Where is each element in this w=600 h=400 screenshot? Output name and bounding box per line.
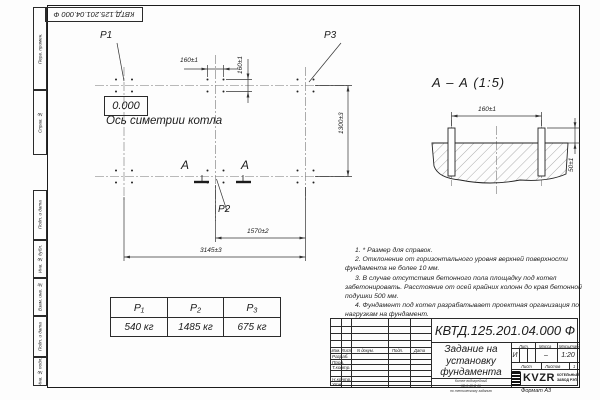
technical-notes [345,246,583,319]
dim-bolt-spacing-h: 160±1 [180,57,199,64]
stamp-inv-podl: Инв. № подл. [33,357,47,386]
tb-scale-label: Масштаб [559,343,579,349]
tb-drawing-title: Задание на установку фундамента [440,344,502,378]
load-table-header-p3: P₃ [224,298,280,318]
load-table [110,297,281,337]
dim-bolt-protrusion: 50±1 [568,157,575,172]
load-point-p2-label: P2 [218,204,231,215]
stamp-perv-primen: Перв. примен. [33,7,47,90]
note-1: 1. * Размер для справок. [355,247,433,254]
dim-foundation-width: 1300±3 [338,112,345,134]
foundation-plan-drawing [55,25,365,270]
dim-bolt-spacing-v: 160±1 [237,55,244,74]
tb-subject: Котел водогрейный КВ-1,45 Д (К) по техническому заданию [450,379,492,394]
section-view-title: А – А (1:5) [432,75,506,90]
company-cell [511,369,579,387]
tb-col-izm: Изм. [331,348,341,353]
load-value-p3: 675 кг [237,321,267,333]
load-point-p1-label: P1 [100,30,113,41]
tb-sheets-value: 1 [573,363,576,369]
tb-sheet-label: Лист [521,363,532,369]
tb-mass-label: Масса [539,343,552,349]
load-point-p3-label: P3 [324,30,337,41]
section-letter-left: А [181,158,190,172]
section-view-drawing [420,68,600,200]
stamp-podp-data-1: Подп. и дата [33,190,47,240]
elevation-mark: 0.000 [104,96,148,116]
stamp-sprav-no: Справ. № [33,90,47,155]
tb-col-list: Лист [341,348,353,353]
tb-col-data: Дата [414,348,426,353]
tb-role-razrab: Разраб. [332,353,349,359]
tb-role-tkontr: Т.контр. [332,365,351,371]
anchor-bolt-left [448,128,455,176]
note-2: 2. Отклонение от горизонтального уровня верхней поверхности фундамента не более 10 мм. [345,256,568,273]
note-3: 3. В случае отсутствия бетонного пола площадку под котел забетонировать. Расстояние от осей крайних колонн до края бетонной подушки 500 мм. [345,274,582,300]
company-name: КОТЕЛЬНЫЙ ЗАВОД РЭП [556,373,579,382]
tb-col-podp: Подп. [392,348,404,353]
kvzr-logo-icon [511,371,521,386]
boiler-axis-label: Ось симетрии котла [106,115,223,127]
anchor-bolt-dots [115,79,315,184]
top-code-stamp [45,7,143,22]
stamp-vzam-inv: Взам. инв. № [33,278,47,316]
load-value-p2: 1485 кг [168,318,224,336]
stamp-podp-data-2: Подп. и дата [33,316,47,357]
tb-role-utv: Утв. [332,382,343,388]
dim-half-length: 1570±2 [247,228,269,235]
kvzr-logo-text: KVZR [522,372,555,384]
stamp-inv-dubl: Инв. № дубл. [33,240,47,278]
note-4: 4. Фундамент под котел разрабатывает проектная организация по нагрузкам на фундамент. [345,302,580,319]
format-label: Формат А3 [521,388,552,394]
tb-doc-code: КВТД.125.201.04.000 Ф [434,323,576,338]
tb-lit-value: И [512,351,518,359]
section-cut-marks [194,175,251,182]
load-value-p1: 540 кг [111,318,168,336]
load-table-header-p2: P₂ [168,298,224,318]
tb-col-ndocum: N докум. [357,348,374,353]
load-table-header-p1: P₁ [111,298,168,318]
tb-scale-value: 1:20 [561,351,575,359]
anchor-bolt-right [538,128,545,176]
dim-total-length: 3145±3 [200,247,222,254]
section-letter-right: А [241,158,250,172]
dim-section-bolt-spacing: 160±1 [478,106,497,113]
tb-lit-label: Лит. [519,343,529,349]
top-code-text: КВТД.125.201.04.000 Ф [53,10,135,19]
tb-role-nkontr: Н.контр. [332,376,352,382]
tb-role-prov: Пров. [332,359,345,365]
tb-mass-value: – [544,351,548,359]
tb-sheets-label: Листов [545,363,561,369]
